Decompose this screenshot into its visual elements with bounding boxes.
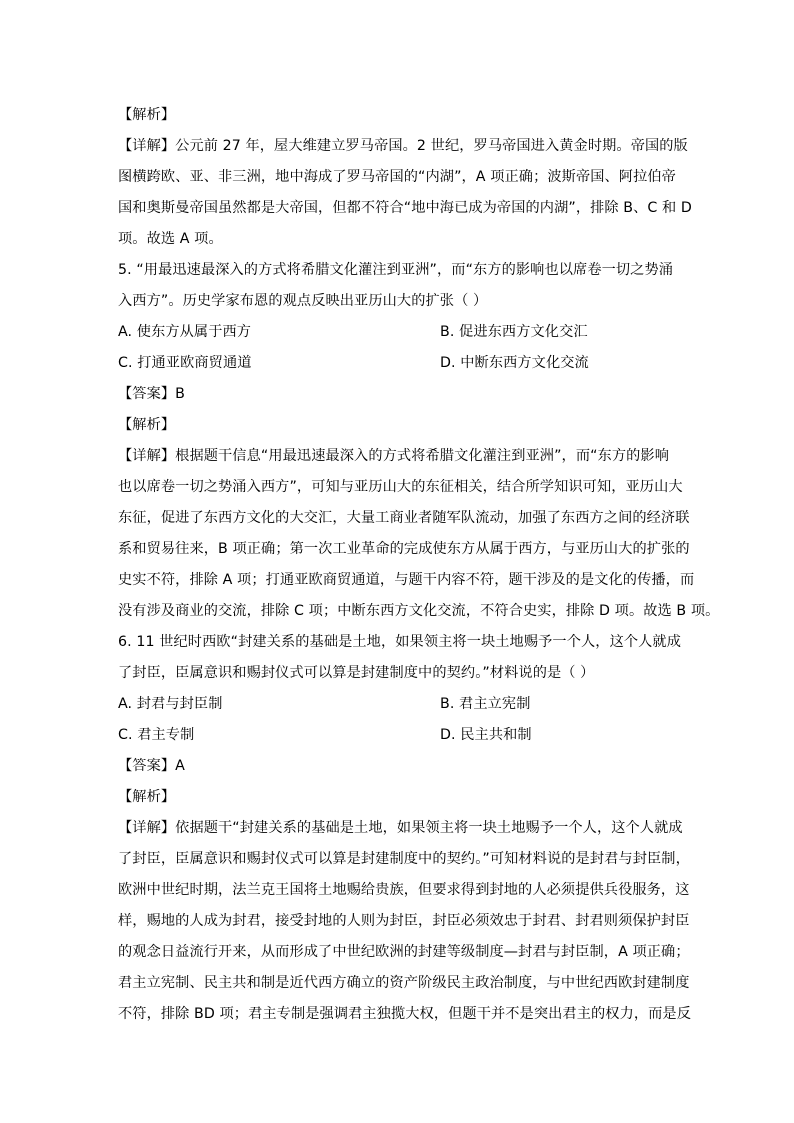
text-line: 【解析】 [118,789,176,805]
page-content [118,100,720,1030]
text-line: 【解析】 [118,417,176,433]
text-line: 了封臣，臣属意识和赐封仪式可以算是封建制度中的契约。”材料说的是（ ） [118,665,595,681]
text-line: 样，赐地的人成为封君，接受封地的人则为封臣，封臣必须效忠于封君、封君则须保护封臣 [118,913,690,929]
option-right: B. 促进东西方文化交汇 [440,324,588,340]
option-left: C. 君主专制 [118,727,195,743]
text-line: 【答案】B [118,386,185,402]
option-left: C. 打通亚欧商贸通道 [118,355,252,371]
text-line: 国和奥斯曼帝国虽然都是大帝国，但都不符合“地中海已成为帝国的内湖”，排除 B、C 和 D [118,200,692,216]
text-line: 5. “用最迅速最深入的方式将希腊文化灌注到亚洲”，而“东方的影响也以席卷一切之势涌 [118,262,674,278]
text-line: 史实不符，排除 A 项；打通亚欧商贸通道，与题干内容不符，题干涉及的是文化的传播，而 [118,572,695,588]
option-right: B. 君主立宪制 [440,696,531,712]
text-line: 没有涉及商业的交流，排除 C 项；中断东西方文化交流，不符合史实，排除 D 项。故选 B 项。 [118,603,720,619]
text-line: 【详解】根据题干信息“用最迅速最深入的方式将希腊文化灌注到亚洲”，而“东方的影响 [118,448,669,464]
text-line: 东征，促进了东西方文化的大交汇，大量工商业者随军队流动，加强了东西方之间的经济联 [118,510,690,526]
text-line: 6. 11 世纪时西欧“封建关系的基础是土地，如果领主将一块土地赐予一个人，这个人就成 [118,634,682,650]
text-line: 【详解】公元前 27 年，屋大维建立罗马帝国。2 世纪，罗马帝国进入黄金时期。帝国的版 [118,138,688,154]
option-left: A. 封君与封臣制 [118,696,223,712]
option-row [118,317,682,348]
text-line: 也以席卷一切之势涌入西方”，可知与亚历山大的东征相关，结合所学知识可知，亚历山大 [118,479,683,495]
text-line: 【答案】A [118,758,185,774]
text-line: 欧洲中世纪时期，法兰克王国将土地赐给贵族，但要求得到封地的人必须提供兵役服务，这 [118,882,690,898]
text-line: 图横跨欧、亚、非三洲，地中海成了罗马帝国的“内湖”，A 项正确；波斯帝国、阿拉伯帝 [118,169,676,185]
option-left: A. 使东方从属于西方 [118,324,252,340]
text-line: 的观念日益流行开来，从而形成了中世纪欧洲的封建等级制度—封君与封臣制，A 项正确； [118,944,690,960]
text-line: 【详解】依据题干“封建关系的基础是土地，如果领主将一块土地赐予一个人，这个人就成 [118,820,683,836]
option-right: D. 民主共和制 [440,727,532,743]
option-row [118,689,682,720]
text-line: 不符，排除 BD 项；君主专制是强调君主独揽大权，但题干并不是突出君主的权力，而是反 [118,1006,692,1022]
option-row [118,720,682,751]
text-line: 入西方”。历史学家布恩的观点反映出亚历山大的扩张（ ） [118,293,488,309]
option-right: D. 中断东西方文化交流 [440,355,589,371]
text-line: 项。故选 A 项。 [118,231,223,247]
text-line: 君主立宪制、民主共和制是近代西方确立的资产阶级民主政治制度，与中世纪西欧封建制度 [118,975,690,991]
option-row [118,348,682,379]
text-line: 了封臣，臣属意识和赐封仪式可以算是封建制度中的契约。”可知材料说的是封君与封臣制， [118,851,690,867]
text-line: 系和贸易往来，B 项正确；第一次工业革命的完成使东方从属于西方，与亚历山大的扩张的 [118,541,690,557]
text-line: 【解析】 [118,107,176,123]
